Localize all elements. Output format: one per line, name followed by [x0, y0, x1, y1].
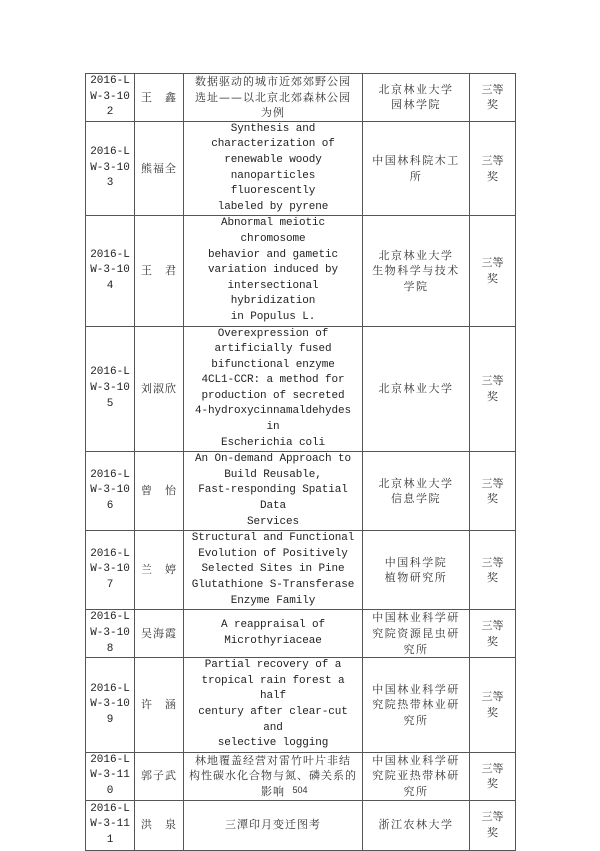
award-code: 2016-L W-3-11 1 [86, 800, 135, 850]
author-name: 王 君 [135, 216, 184, 326]
institution: 北京林业大学 [363, 326, 470, 452]
paper-title: 数据驱动的城市近郊郊野公园 选址——以北京北郊森林公园 为例 [184, 74, 363, 122]
table-row [86, 74, 516, 122]
author-name: 王 鑫 [135, 74, 184, 122]
paper-title: 林地覆盖经营对雷竹叶片非结 构性碳水化合物与氮、磷关系的 影响 [184, 752, 363, 800]
award-code: 2016-L W-3-10 6 [86, 452, 135, 531]
author-name: 刘淑欣 [135, 326, 184, 452]
paper-title: Structural and Functional Evolution of Positively Selected Sites in Pine Glutathione S-Transferase Enzyme Family [184, 531, 363, 610]
paper-title: An On-demand Approach to Build Reusable, Fast-responding Spatial Data Services [184, 452, 363, 531]
institution: 中国林科院木工 所 [363, 121, 470, 216]
institution: 北京林业大学 园林学院 [363, 74, 470, 122]
awards-table [85, 73, 516, 851]
table-row [86, 326, 516, 452]
institution: 浙江农林大学 [363, 800, 470, 850]
paper-title: Partial recovery of a tropical rain forest a half century after clear-cut and selective logging [184, 658, 363, 753]
institution: 北京林业大学 生物科学与技术 学院 [363, 216, 470, 326]
author-name: 许 涵 [135, 658, 184, 753]
institution: 中国科学院 植物研究所 [363, 531, 470, 610]
prize-level: 三等 奖 [470, 531, 516, 610]
prize-level: 三等 奖 [470, 452, 516, 531]
institution: 中国林业科学研 究院资源昆虫研 究所 [363, 610, 470, 658]
author-name: 兰 婷 [135, 531, 184, 610]
paper-title: 三潭印月变迁图考 [184, 800, 363, 850]
table-row [86, 800, 516, 850]
table-row [86, 452, 516, 531]
prize-level: 三等 奖 [470, 74, 516, 122]
author-name: 曾 怡 [135, 452, 184, 531]
prize-level: 三等 奖 [470, 326, 516, 452]
paper-title: Overexpression of artificially fused bifunctional enzyme 4CL1-CCR: a method for production of secreted 4-hydroxycinnamaldehydes in Escherichia coli [184, 326, 363, 452]
table-row [86, 121, 516, 216]
prize-level: 三等 奖 [470, 800, 516, 850]
award-code: 2016-L W-3-11 0 [86, 752, 135, 800]
page-number: 504 [292, 785, 308, 795]
institution: 中国林业科学研 究院热带林业研 究所 [363, 658, 470, 753]
award-code: 2016-L W-3-10 8 [86, 610, 135, 658]
author-name: 洪 泉 [135, 800, 184, 850]
award-code: 2016-L W-3-10 9 [86, 658, 135, 753]
prize-level: 三等 奖 [470, 216, 516, 326]
award-code: 2016-L W-3-10 7 [86, 531, 135, 610]
award-code: 2016-L W-3-10 2 [86, 74, 135, 122]
prize-level: 三等 奖 [470, 610, 516, 658]
paper-title: A reappraisal of Microthyriaceae [184, 610, 363, 658]
paper-title: Abnormal meiotic chromosome behavior and gametic variation induced by intersectional hybridization in Populus L. [184, 216, 363, 326]
table-row [86, 531, 516, 610]
table-row [86, 658, 516, 753]
author-name: 熊福全 [135, 121, 184, 216]
award-code: 2016-L W-3-10 4 [86, 216, 135, 326]
paper-title: Synthesis and characterization of renewable woody nanoparticles fluorescently labeled by pyrene [184, 121, 363, 216]
award-code: 2016-L W-3-10 3 [86, 121, 135, 216]
author-name: 郭子武 [135, 752, 184, 800]
table-row [86, 216, 516, 326]
institution: 中国林业科学研 究院亚热带林研 究所 [363, 752, 470, 800]
author-name: 吴海霞 [135, 610, 184, 658]
prize-level: 三等 奖 [470, 752, 516, 800]
prize-level: 三等 奖 [470, 658, 516, 753]
prize-level: 三等 奖 [470, 121, 516, 216]
award-code: 2016-L W-3-10 5 [86, 326, 135, 452]
table-row [86, 610, 516, 658]
institution: 北京林业大学 信息学院 [363, 452, 470, 531]
